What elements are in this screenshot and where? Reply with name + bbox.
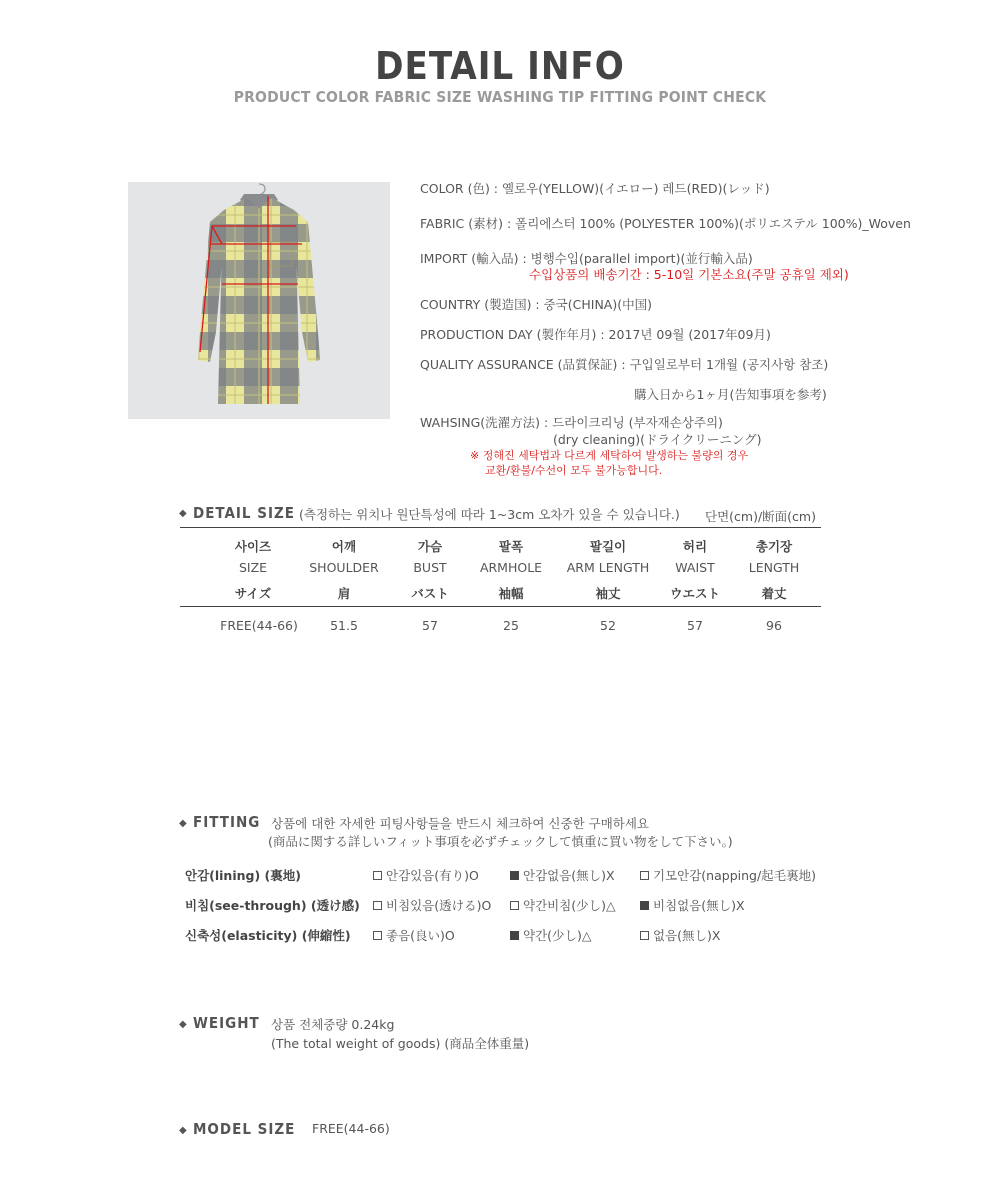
checkbox-empty-icon bbox=[640, 931, 649, 940]
washing-warning-2: 교환/환불/수선이 모두 불가능합니다. bbox=[485, 464, 663, 477]
detail-size-note: (측정하는 위치나 원단특성에 따라 1~3cm 오차가 있을 수 있습니다.) bbox=[299, 507, 680, 522]
detail-size-unit: 단면(cm)/断面(cm) bbox=[705, 509, 816, 524]
weight-value: 상품 전체중량 0.24kg bbox=[271, 1017, 395, 1032]
armhole-value: 25 bbox=[503, 618, 519, 633]
checkbox-empty-icon bbox=[373, 871, 382, 880]
quality-assurance-jp: 購入日から1ヶ月(告知事項を参考) bbox=[634, 387, 827, 402]
fitting-option: 좋음(良い)O bbox=[373, 926, 455, 944]
fitting-option: 비침있음(透ける)O bbox=[373, 896, 491, 914]
fitting-label-see-through: 비침(see-through) (透け感) bbox=[185, 898, 360, 913]
model-size-title: MODEL SIZE bbox=[193, 1120, 296, 1138]
fitting-bullet-icon: ◆ bbox=[179, 818, 187, 829]
quality-assurance-info: QUALITY ASSURANCE (品質保証) : 구입일로부터 1개월 (공지사항 참조) bbox=[420, 357, 829, 372]
size-col-en: SIZE bbox=[238, 560, 268, 575]
size-table-top-rule bbox=[180, 527, 821, 528]
length-value: 96 bbox=[766, 618, 782, 633]
fabric-info: FABRIC (素材) : 폴리에스터 100% (POLYESTER 100%)(ポリエステル 100%)_Woven bbox=[420, 216, 911, 231]
fitting-label-lining: 안감(lining) (裏地) bbox=[185, 868, 301, 883]
arm-length-col-jp: 袖丈 bbox=[595, 586, 621, 601]
shoulder-col-ko: 어깨 bbox=[331, 539, 357, 554]
armhole-col-ko: 팔폭 bbox=[498, 539, 524, 554]
arm-length-value: 52 bbox=[600, 618, 616, 633]
checkbox-empty-icon bbox=[640, 871, 649, 880]
washing-method: (dry cleaning)(ドライクリーニング) bbox=[553, 432, 762, 447]
color-info: COLOR (色) : 옐로우(YELLOW)(イエロー) 레드(RED)(レッド) bbox=[420, 181, 770, 196]
length-col-ko: 총기장 bbox=[755, 539, 793, 554]
fitting-option-selected: 안감없음(無し)X bbox=[510, 866, 615, 884]
fitting-option-selected: 약간(少し)△ bbox=[510, 926, 592, 944]
model-size-value: FREE(44-66) bbox=[312, 1121, 390, 1136]
armhole-col-jp: 袖幅 bbox=[498, 586, 524, 601]
checkbox-empty-icon bbox=[373, 931, 382, 940]
import-info: IMPORT (輸入品) : 병행수입(parallel import)(並行輸入品) bbox=[420, 251, 753, 266]
length-col-en: LENGTH bbox=[748, 560, 800, 575]
production-day-info: PRODUCTION DAY (製作年月) : 2017년 09월 (2017年09月) bbox=[420, 327, 771, 342]
weight-bullet-icon: ◆ bbox=[179, 1019, 187, 1030]
size-col-ko: 사이즈 bbox=[234, 539, 272, 554]
arm-length-col-ko: 팔길이 bbox=[589, 539, 627, 554]
bust-col-jp: バスト bbox=[411, 586, 449, 601]
size-col-jp: サイズ bbox=[234, 586, 272, 601]
product-photo bbox=[128, 182, 390, 419]
country-info: COUNTRY (製造国) : 중국(CHINA)(中国) bbox=[420, 297, 652, 312]
fitting-option: 안감있음(有り)O bbox=[373, 866, 479, 884]
waist-col-en: WAIST bbox=[675, 560, 715, 575]
checkbox-filled-icon bbox=[640, 901, 649, 910]
size-value: FREE(44-66) bbox=[220, 618, 298, 633]
shoulder-col-jp: 肩 bbox=[337, 586, 351, 601]
washing-warning-1: ※ 정해진 세탁법과 다르게 세탁하여 발생하는 불량의 경우 bbox=[470, 449, 749, 462]
size-table-header-rule bbox=[180, 606, 821, 607]
page-title: DETAIL INFO bbox=[375, 44, 625, 88]
fitting-note-1: 상품에 대한 자세한 피팅사항들을 반드시 체크하여 신중한 구매하세요 bbox=[271, 816, 649, 831]
page-subtitle: PRODUCT COLOR FABRIC SIZE WASHING TIP FITTING POINT CHECK bbox=[233, 88, 767, 106]
fitting-option: 약간비침(少し)△ bbox=[510, 896, 616, 914]
fitting-label-elasticity: 신축성(elasticity) (伸縮性) bbox=[185, 928, 351, 943]
bust-col-en: BUST bbox=[413, 560, 447, 575]
checkbox-empty-icon bbox=[510, 901, 519, 910]
weight-description: (The total weight of goods) (商品全体重量) bbox=[271, 1036, 530, 1051]
bust-value: 57 bbox=[422, 618, 438, 633]
import-delivery-note: 수입상품의 배송기간 : 5-10일 기본소요(주말 공휴일 제외) bbox=[529, 267, 849, 282]
washing-info: WAHSING(洗濯方法) : 드라이크리닝 (부자재손상주의) bbox=[420, 415, 723, 430]
armhole-col-en: ARMHOLE bbox=[479, 560, 543, 575]
bust-col-ko: 가슴 bbox=[417, 539, 443, 554]
waist-col-jp: ウエスト bbox=[669, 586, 720, 601]
detail-size-title: DETAIL SIZE bbox=[193, 504, 295, 522]
model-size-bullet-icon: ◆ bbox=[179, 1125, 187, 1136]
shoulder-col-en: SHOULDER bbox=[309, 560, 379, 575]
length-col-jp: 着丈 bbox=[761, 586, 787, 601]
fitting-note-2: (商品に関する詳しいフィット事項を必ずチェックして慎重に買い物をして下さい。) bbox=[268, 834, 733, 849]
checkbox-empty-icon bbox=[373, 901, 382, 910]
fitting-title: FITTING bbox=[193, 813, 261, 831]
waist-col-ko: 허리 bbox=[682, 539, 708, 554]
shoulder-value: 51.5 bbox=[330, 618, 358, 633]
detail-size-bullet-icon: ◆ bbox=[179, 508, 187, 519]
waist-value: 57 bbox=[687, 618, 703, 633]
weight-title: WEIGHT bbox=[193, 1014, 260, 1032]
fitting-option-selected: 비침없음(無し)X bbox=[640, 896, 745, 914]
arm-length-col-en: ARM LENGTH bbox=[566, 560, 650, 575]
fitting-option: 없음(無し)X bbox=[640, 926, 720, 944]
checkbox-filled-icon bbox=[510, 871, 519, 880]
checkbox-filled-icon bbox=[510, 931, 519, 940]
plaid-shirt-dress-image bbox=[128, 182, 390, 419]
fitting-option: 기모안감(napping/起毛裏地) bbox=[640, 866, 816, 884]
